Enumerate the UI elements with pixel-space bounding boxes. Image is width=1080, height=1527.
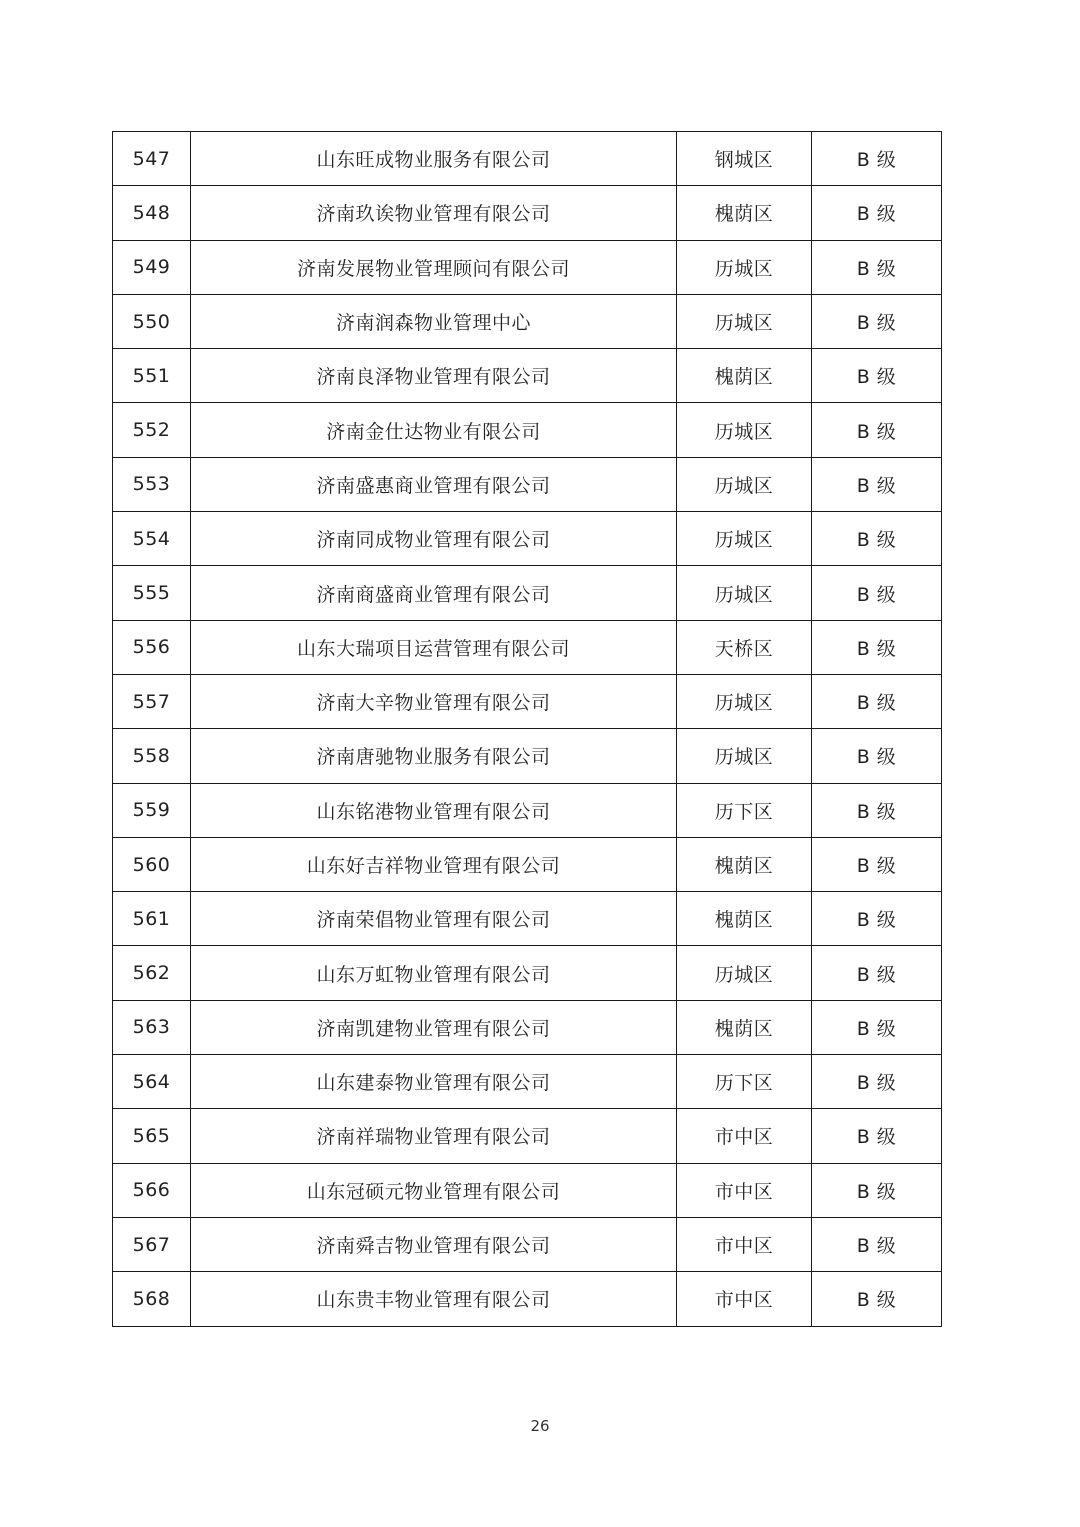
grade-cell: B 级: [812, 1055, 942, 1109]
grade-cell: B 级: [812, 620, 942, 674]
district-cell: 历城区: [677, 674, 812, 728]
company-name-cell: 山东旺成物业服务有限公司: [191, 132, 677, 186]
grade-cell: B 级: [812, 1163, 942, 1217]
row-number-cell: 553: [113, 457, 191, 511]
row-number-cell: 567: [113, 1217, 191, 1271]
grade-cell: B 级: [812, 946, 942, 1000]
row-number-cell: 568: [113, 1272, 191, 1326]
table-row: [113, 1055, 942, 1109]
company-name-cell: 山东冠硕元物业管理有限公司: [191, 1163, 677, 1217]
district-cell: 槐荫区: [677, 837, 812, 891]
grade-cell: B 级: [812, 1109, 942, 1163]
grade-cell: B 级: [812, 566, 942, 620]
grade-cell: B 级: [812, 1000, 942, 1054]
table-row: [113, 512, 942, 566]
district-cell: 槐荫区: [677, 1000, 812, 1054]
row-number-cell: 561: [113, 892, 191, 946]
district-cell: 天桥区: [677, 620, 812, 674]
table-row: [113, 349, 942, 403]
row-number-cell: 547: [113, 132, 191, 186]
row-number-cell: 555: [113, 566, 191, 620]
grade-cell: B 级: [812, 403, 942, 457]
table-row: [113, 132, 942, 186]
row-number-cell: 556: [113, 620, 191, 674]
table-row: [113, 620, 942, 674]
grade-cell: B 级: [812, 1217, 942, 1271]
company-name-cell: 济南荣倡物业管理有限公司: [191, 892, 677, 946]
row-number-cell: 566: [113, 1163, 191, 1217]
row-number-cell: 557: [113, 674, 191, 728]
table-row: [113, 1000, 942, 1054]
row-number-cell: 564: [113, 1055, 191, 1109]
grade-cell: B 级: [812, 186, 942, 240]
district-cell: 历下区: [677, 783, 812, 837]
row-number-cell: 565: [113, 1109, 191, 1163]
company-name-cell: 山东万虹物业管理有限公司: [191, 946, 677, 1000]
company-name-cell: 济南盛惠商业管理有限公司: [191, 457, 677, 511]
grade-cell: B 级: [812, 132, 942, 186]
company-name-cell: 山东建泰物业管理有限公司: [191, 1055, 677, 1109]
grade-cell: B 级: [812, 729, 942, 783]
district-cell: 历城区: [677, 566, 812, 620]
grade-cell: B 级: [812, 457, 942, 511]
district-cell: 槐荫区: [677, 186, 812, 240]
table-row: [113, 1272, 942, 1326]
district-cell: 历城区: [677, 729, 812, 783]
table-row: [113, 1163, 942, 1217]
table-row: [113, 240, 942, 294]
table-row: [113, 783, 942, 837]
table-row: [113, 566, 942, 620]
row-number-cell: 548: [113, 186, 191, 240]
table-row: [113, 1109, 942, 1163]
district-cell: 市中区: [677, 1109, 812, 1163]
company-name-cell: 济南金仕达物业有限公司: [191, 403, 677, 457]
grade-cell: B 级: [812, 240, 942, 294]
company-name-cell: 济南唐驰物业服务有限公司: [191, 729, 677, 783]
table-row: [113, 294, 942, 348]
grade-cell: B 级: [812, 294, 942, 348]
district-cell: 历城区: [677, 240, 812, 294]
company-name-cell: 山东好吉祥物业管理有限公司: [191, 837, 677, 891]
company-name-cell: 济南润森物业管理中心: [191, 294, 677, 348]
district-cell: 历城区: [677, 946, 812, 1000]
district-cell: 市中区: [677, 1272, 812, 1326]
grade-cell: B 级: [812, 837, 942, 891]
company-name-cell: 山东大瑞项目运营管理有限公司: [191, 620, 677, 674]
table-row: [113, 457, 942, 511]
district-cell: 槐荫区: [677, 349, 812, 403]
row-number-cell: 558: [113, 729, 191, 783]
table-row: [113, 729, 942, 783]
company-name-cell: 济南凯建物业管理有限公司: [191, 1000, 677, 1054]
row-number-cell: 560: [113, 837, 191, 891]
district-cell: 钢城区: [677, 132, 812, 186]
company-name-cell: 济南祥瑞物业管理有限公司: [191, 1109, 677, 1163]
row-number-cell: 550: [113, 294, 191, 348]
row-number-cell: 563: [113, 1000, 191, 1054]
row-number-cell: 554: [113, 512, 191, 566]
company-name-cell: 济南同成物业管理有限公司: [191, 512, 677, 566]
table-row: [113, 1217, 942, 1271]
grade-cell: B 级: [812, 512, 942, 566]
row-number-cell: 559: [113, 783, 191, 837]
table-row: [113, 186, 942, 240]
grade-cell: B 级: [812, 674, 942, 728]
company-name-cell: 山东贵丰物业管理有限公司: [191, 1272, 677, 1326]
grade-cell: B 级: [812, 349, 942, 403]
company-name-cell: 济南商盛商业管理有限公司: [191, 566, 677, 620]
district-cell: 历城区: [677, 457, 812, 511]
table-row: [113, 403, 942, 457]
district-cell: 历城区: [677, 294, 812, 348]
company-name-cell: 济南舜吉物业管理有限公司: [191, 1217, 677, 1271]
row-number-cell: 551: [113, 349, 191, 403]
table-row: [113, 837, 942, 891]
grade-cell: B 级: [812, 892, 942, 946]
company-name-cell: 山东铭港物业管理有限公司: [191, 783, 677, 837]
grade-cell: B 级: [812, 1272, 942, 1326]
district-cell: 槐荫区: [677, 892, 812, 946]
company-name-cell: 济南玖诶物业管理有限公司: [191, 186, 677, 240]
property-grade-table: [112, 131, 942, 1327]
company-name-cell: 济南发展物业管理顾问有限公司: [191, 240, 677, 294]
table-row: [113, 674, 942, 728]
table-row: [113, 946, 942, 1000]
district-cell: 历城区: [677, 403, 812, 457]
row-number-cell: 552: [113, 403, 191, 457]
table-body: [113, 132, 942, 1327]
district-cell: 历城区: [677, 512, 812, 566]
grade-cell: B 级: [812, 783, 942, 837]
row-number-cell: 549: [113, 240, 191, 294]
table-row: [113, 892, 942, 946]
district-cell: 市中区: [677, 1217, 812, 1271]
district-cell: 市中区: [677, 1163, 812, 1217]
company-name-cell: 济南大辛物业管理有限公司: [191, 674, 677, 728]
page-number: 26: [530, 1417, 550, 1435]
company-name-cell: 济南良泽物业管理有限公司: [191, 349, 677, 403]
row-number-cell: 562: [113, 946, 191, 1000]
district-cell: 历下区: [677, 1055, 812, 1109]
